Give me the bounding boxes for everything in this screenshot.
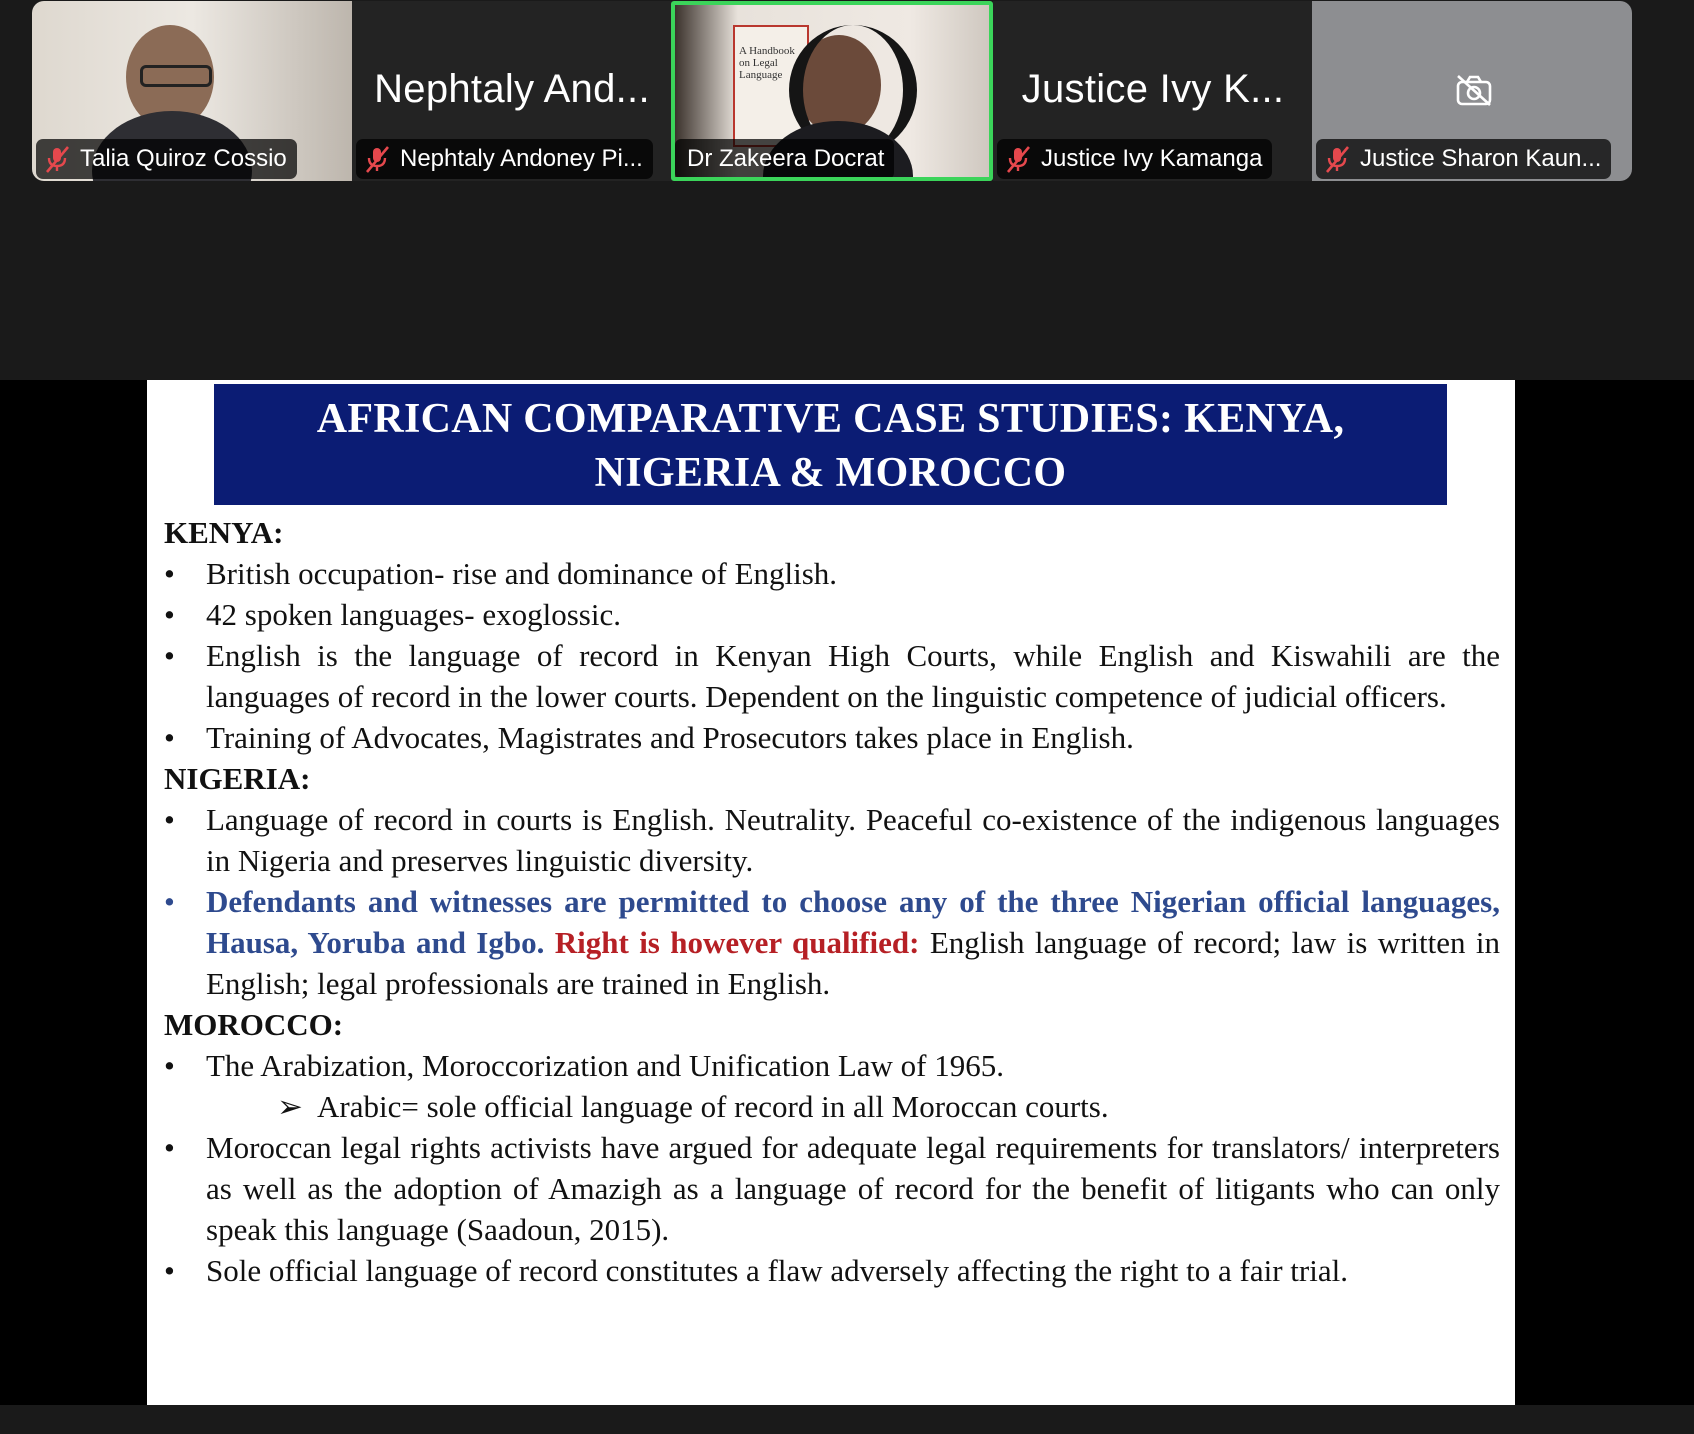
section-heading-nigeria: NIGERIA:	[164, 761, 311, 796]
bullet-item: • Training of Advocates, Magistrates and Prosecutors takes place in English.	[164, 717, 1500, 758]
participant-tile[interactable]	[993, 1, 1313, 181]
participant-name: Justice Sharon Kaun...	[1360, 145, 1602, 172]
presentation-slide	[147, 380, 1515, 1405]
microphone-muted-icon	[362, 144, 392, 174]
participant-nameplate	[675, 139, 894, 179]
highlighted-text-red: Right is however qualified:	[554, 925, 920, 960]
participant-tile-label: Nephtaly And...	[374, 67, 650, 111]
participant-tile[interactable]	[352, 1, 672, 181]
participant-name: Dr Zakeera Docrat	[687, 145, 885, 172]
sub-bullet-item	[164, 1086, 1500, 1127]
bullet-item: • The Arabization, Moroccorization and Unification Law of 1965.	[164, 1045, 1500, 1086]
slide-title-line: NIGERIA & MOROCCO	[594, 450, 1067, 496]
participant-name: Talia Quiroz Cossio	[80, 145, 287, 172]
bullet-item: • English is the language of record in Kenyan High Courts, while English and Kiswahili are the languages of record in the lower courts. Dependent on the linguistic competence of judicial officers.	[164, 635, 1500, 717]
microphone-muted-icon	[42, 144, 72, 174]
section-heading-morocco: MOROCCO:	[164, 1007, 344, 1042]
participant-tile[interactable]	[32, 1, 352, 181]
slide-title-line: AFRICAN COMPARATIVE CASE STUDIES: KENYA,	[316, 396, 1345, 442]
sub-bullet-text: Arabic= sole official language of record in all Moroccan courts.	[317, 1089, 1109, 1124]
participant-name: Justice Ivy Kamanga	[1041, 145, 1263, 172]
arrow-bullet-icon: ➢	[277, 1089, 303, 1124]
section-heading-kenya: KENYA:	[164, 515, 284, 550]
bullet-text: English language of record; law is written in English; legal professionals are trained in English.	[206, 925, 1501, 1001]
participant-tile[interactable]	[1312, 1, 1632, 181]
slide-body	[164, 512, 1500, 1291]
bullet-item: • Language of record in courts is English. Neutrality. Peaceful co-existence of the indigenous languages in Nigeria and preserves linguistic diversity.	[164, 799, 1500, 881]
slide-title	[214, 384, 1447, 505]
participant-nameplate	[36, 139, 297, 179]
shared-screen	[0, 380, 1694, 1406]
participant-strip	[0, 0, 1694, 380]
bullet-item: • 42 spoken languages- exoglossic.	[164, 594, 1500, 635]
participant-nameplate	[1316, 139, 1611, 179]
bullet-item: • British occupation- rise and dominance of English.	[164, 553, 1500, 594]
participant-nameplate	[356, 139, 653, 179]
participant-tile-label: Justice Ivy K...	[1021, 67, 1285, 111]
bullet-item: • Sole official language of record constitutes a flaw adversely affecting the right to a fair trial.	[164, 1250, 1500, 1291]
bullet-item-highlighted	[164, 881, 1500, 1004]
participant-name: Nephtaly Andoney Pi...	[400, 145, 643, 172]
participant-tile-active-speaker[interactable]	[671, 1, 993, 181]
background-poster: A Handbook on Legal Language	[733, 25, 809, 147]
participant-nameplate	[997, 139, 1272, 179]
bullet-item: • Moroccan legal rights activists have argued for adequate legal requirements for translators/ interpreters as well as the adoption of Amazigh as a language of record for the benefit of litigants who can only speak this language (Saadoun, 2015).	[164, 1127, 1500, 1250]
bottom-bar	[0, 1405, 1694, 1434]
microphone-muted-icon	[1322, 144, 1352, 174]
microphone-muted-icon	[1003, 144, 1033, 174]
highlighted-text-blue: Defendants and witnesses are permitted to choose any of the three Nigerian official languages, Hausa, Yoruba and Igbo.	[206, 884, 1500, 960]
camera-off-icon	[1455, 73, 1493, 107]
